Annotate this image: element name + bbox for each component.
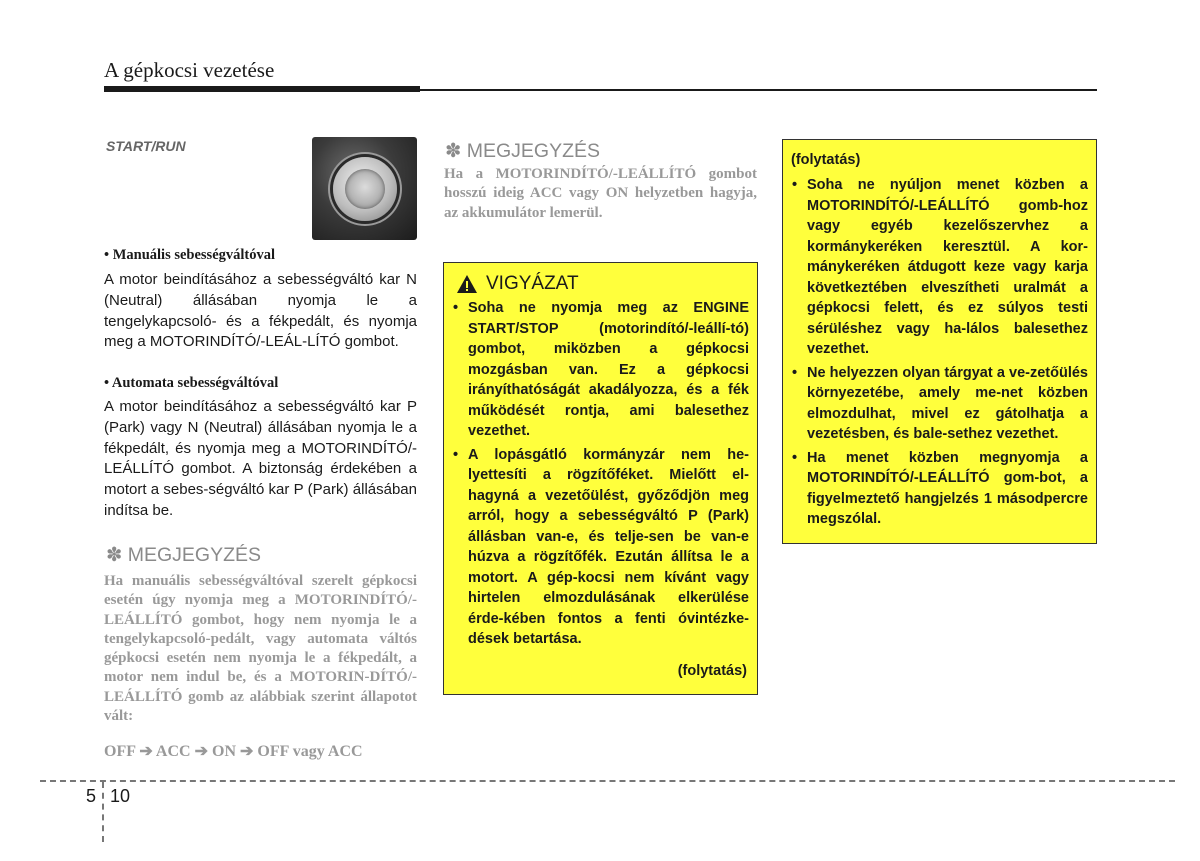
warning-item: • Ne helyezzen olyan tárgyat a ve-zetőülés környezetébe, amely me-net közben elmozdulhat, mivel ez gátolhatja a vezetésben, és bale-sethez vezethet.: [791, 363, 1088, 445]
manual-heading: • Manuális sebességváltóval: [104, 247, 276, 263]
note-title-1: ✽ MEGJEGYZÉS: [106, 544, 262, 566]
auto-heading: • Automata sebességváltóval: [104, 375, 279, 391]
footer-vertical-divider: [102, 782, 104, 842]
chapter-number: 5: [86, 786, 97, 806]
warning-item: • Soha ne nyúljon menet közben a MOTORINDÍTÓ/-LEÁLLÍTÓ gomb-hoz vagy egyéb kezelőszervhez a kormánykeréken keresztül. A kor-mánykeréken átdugott keze vagy karja következtében elveszítheti uralmát a gépkocsi felett, és ez súlyos testi sérüléshez vagy ha-lálos balesethez vezethet.: [791, 175, 1088, 360]
warning-box: [443, 262, 758, 695]
warning-item: • A lopásgátló kormányzár nem he-lyettesíti a rögzítőféket. Mielőtt el-hagyná a vezetőülést, győződjön meg arról, hogy a sebességváltó P (Park) állásban van-e, és telje-sen be van-e húzva a rögzítőfék. Ezután állítsa le a motort. A gép-kocsi nem kívánt vagy hirtelen elmozdulásának elkerülése érde-kében fontos a fenti óvintézke-dések betartása.: [452, 445, 749, 650]
header-rule: [104, 86, 420, 92]
header-rule-thin: [420, 89, 1097, 91]
button-cap: [345, 169, 385, 209]
auto-text: A motor beindításához a sebességváltó kar P (Park) vagy N (Neutral) állásában nyomja le a fékpedált, és nyomja meg a MOTORINDÍTÓ/-LEÁLLÍTÓ gombot. A biztonság érdekében a motort a sebes-ségváltó kar P (Park) állásában indítsa be.: [104, 398, 417, 519]
warning-list: [452, 298, 749, 653]
note-text-2: Ha a MOTORINDÍTÓ/-LEÁLLÍTÓ gombot hosszú ideig ACC vagy ON helyzetben hagyja, az akkumulátor lemerül.: [444, 166, 757, 221]
warning-title: [456, 273, 579, 295]
state-flow: OFF ➔ ACC ➔ ON ➔ OFF vagy ACC: [104, 743, 363, 760]
note-text-1: Ha manuális sebességváltóval szerelt gépkocsi esetén úgy nyomja meg a MOTORINDÍTÓ/-LEÁLLÍTÓ gombot, hogy nem nyomja le a tengelykapcsoló-pedált, vagy automata váltós gépkocsi esetén nem nyomja le a fékpedált, a motor nem indul be, és a MOTORIN-DÍTÓ/-LEÁLLÍTÓ gomb az alábbiak szerint állapotot vált:: [104, 573, 417, 725]
warning-item: • Soha ne nyomja meg az ENGINE START/STOP (motorindító/-leállí-tó) gombot, miközben a gépkocsi mozgásban van. Ez a gépkocsi irányíthatóságát akadályozza, és a fék működését rontja, ami balesethez vezethet.: [452, 298, 749, 442]
warning-list-continued: [791, 175, 1088, 533]
continued-label-top: (folytatás): [791, 152, 861, 168]
warning-box-continued: [782, 139, 1097, 544]
page-title: A gépkocsi vezetése: [104, 58, 275, 82]
page-number: 10: [110, 786, 131, 806]
start-button-photo: [312, 137, 417, 240]
warning-title-text: VIGYÁZAT: [486, 273, 579, 294]
note-title-2: ✽ MEGJEGYZÉS: [445, 140, 601, 162]
warning-icon: [456, 274, 478, 294]
section-label: START/RUN: [106, 138, 186, 154]
manual-text: A motor beindításához a sebességváltó kar N (Neutral) állásában nyomja le a tengelykapcsoló- és a fékpedált, és nyomja meg a MOTORINDÍTÓ/-LEÁL-LÍTÓ gombot.: [104, 271, 417, 351]
warning-item: • Ha menet közben megnyomja a MOTORINDÍTÓ/-LEÁLLÍTÓ gom-bot, a figyelmeztető hangjelzés 1 másodpercre megszólal.: [791, 448, 1088, 530]
footer-divider: [40, 780, 1175, 782]
continued-label: (folytatás): [677, 663, 747, 679]
